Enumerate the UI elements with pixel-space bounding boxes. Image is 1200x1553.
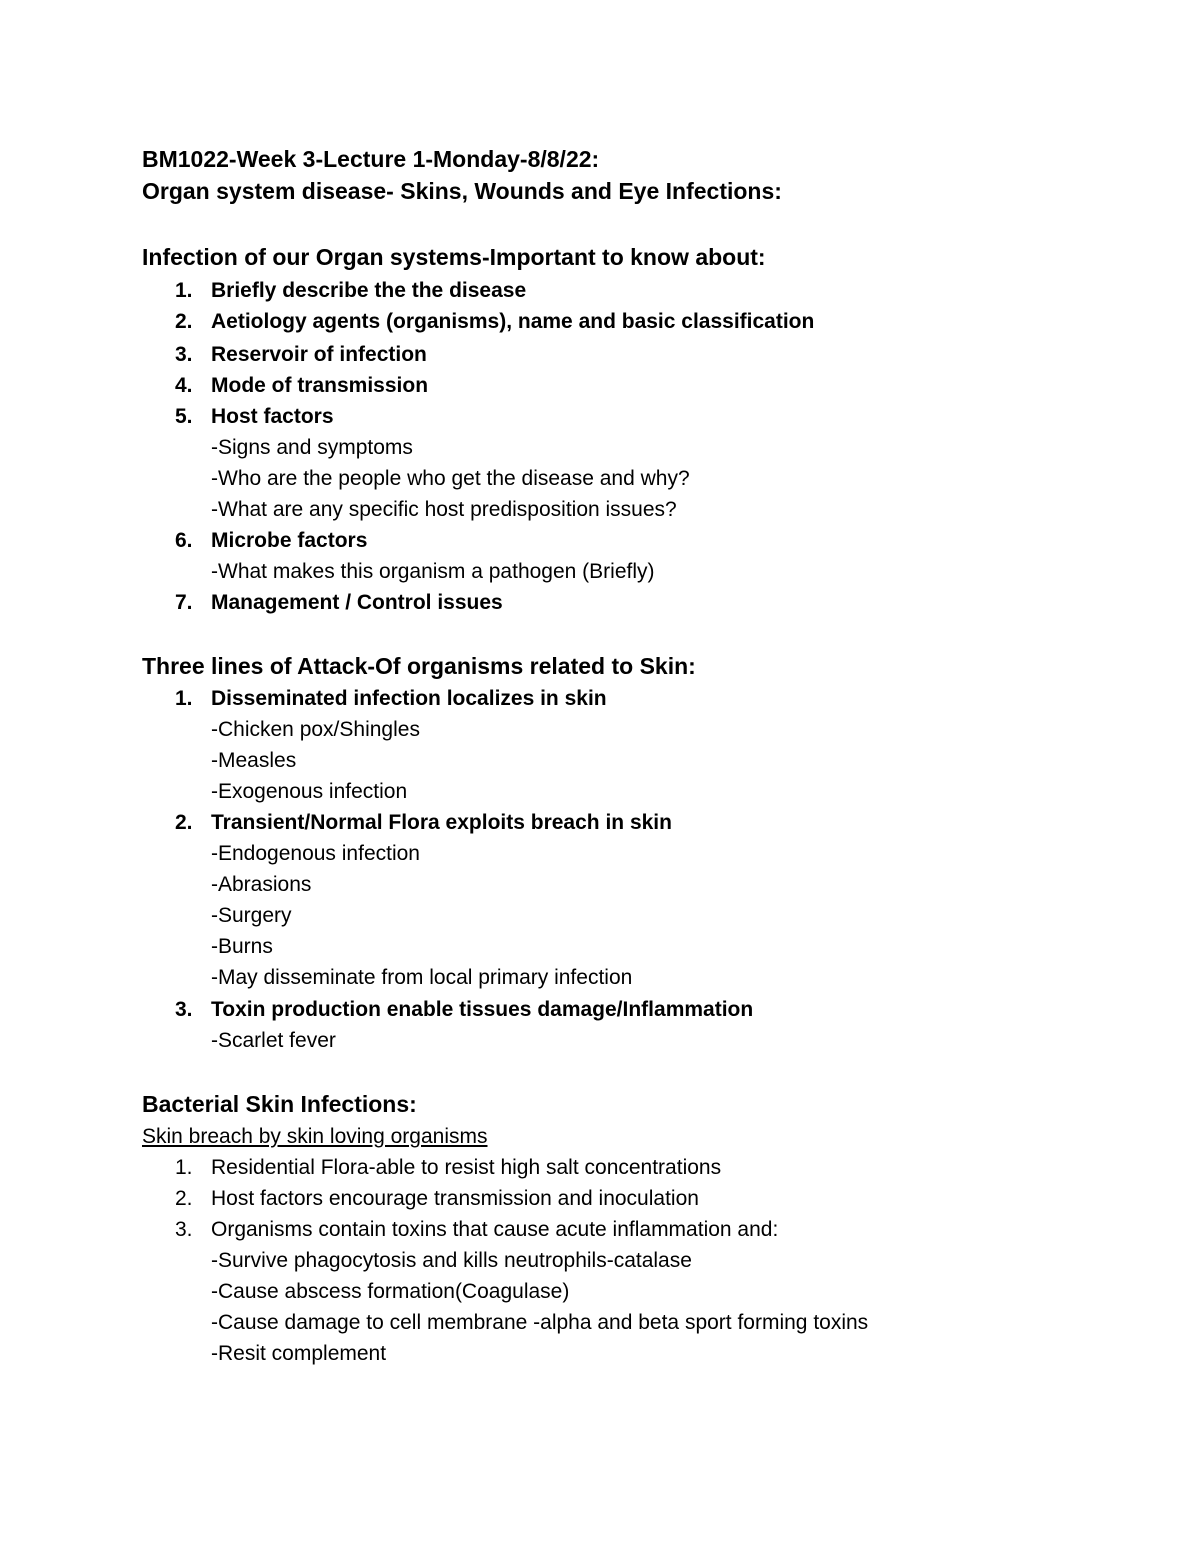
list-subitem: -What are any specific host predisposition issues? — [211, 498, 677, 521]
list-item: Toxin production enable tissues damage/Inflammation — [211, 998, 754, 1021]
list-item: Management / Control issues — [211, 591, 503, 614]
list-item: Disseminated infection localizes in skin — [211, 687, 607, 710]
list-item: Transient/Normal Flora exploits breach in skin — [211, 811, 672, 834]
list-subitem: -Burns — [211, 935, 273, 958]
list-item: Microbe factors — [211, 529, 368, 552]
list-subitem: -Chicken pox/Shingles — [211, 718, 420, 741]
section-heading: Bacterial Skin Infections: — [142, 1091, 417, 1117]
list-number: 4. — [175, 374, 193, 397]
list-subitem: -Resit complement — [211, 1342, 387, 1365]
list-number: 6. — [175, 529, 193, 552]
list-number: 2. — [175, 1187, 193, 1210]
list-item: Aetiology agents (organisms), name and basic classification — [211, 310, 815, 333]
list-subitem: -Survive phagocytosis and kills neutrophils-catalase — [211, 1249, 692, 1272]
list-subitem: -Measles — [211, 749, 297, 772]
list-subitem: -May disseminate from local primary infection — [211, 966, 633, 989]
list-number: 5. — [175, 405, 193, 428]
list-number: 3. — [175, 343, 193, 366]
list-item: Reservoir of infection — [211, 343, 427, 366]
document-subtitle: Organ system disease- Skins, Wounds and Eye Infections: — [142, 178, 782, 204]
list-number: 3. — [175, 1218, 193, 1241]
list-subitem: -Abrasions — [211, 873, 312, 896]
list-subitem: -Scarlet fever — [211, 1029, 336, 1052]
list-number: 1. — [175, 279, 193, 302]
list-subitem: -Cause abscess formation(Coagulase) — [211, 1280, 570, 1303]
list-subitem: -Who are the people who get the disease and why? — [211, 467, 690, 490]
list-number: 7. — [175, 591, 193, 614]
list-number: 3. — [175, 998, 193, 1021]
section-subheading: Skin breach by skin loving organisms — [142, 1125, 488, 1148]
list-subitem: -Cause damage to cell membrane -alpha and beta sport forming toxins — [211, 1311, 869, 1334]
list-subitem: -Surgery — [211, 904, 292, 927]
list-item: Host factors — [211, 405, 334, 428]
document-title: BM1022-Week 3-Lecture 1-Monday-8/8/22: — [142, 146, 600, 172]
list-item: Briefly describe the the disease — [211, 279, 527, 302]
list-item: Host factors encourage transmission and inoculation — [211, 1187, 699, 1210]
list-item: Mode of transmission — [211, 374, 429, 397]
section-heading: Infection of our Organ systems-Important to know about: — [142, 244, 766, 270]
list-subitem: -Endogenous infection — [211, 842, 420, 865]
list-item: Organisms contain toxins that cause acute inflammation and: — [211, 1218, 779, 1241]
list-subitem: -Exogenous infection — [211, 780, 408, 803]
list-number: 2. — [175, 310, 193, 333]
list-number: 2. — [175, 811, 193, 834]
list-subitem: -What makes this organism a pathogen (Briefly) — [211, 560, 655, 583]
list-item: Residential Flora-able to resist high salt concentrations — [211, 1156, 722, 1179]
section-heading: Three lines of Attack-Of organisms related to Skin: — [142, 653, 696, 679]
list-number: 1. — [175, 687, 193, 710]
list-number: 1. — [175, 1156, 193, 1179]
list-subitem: -Signs and symptoms — [211, 436, 413, 459]
